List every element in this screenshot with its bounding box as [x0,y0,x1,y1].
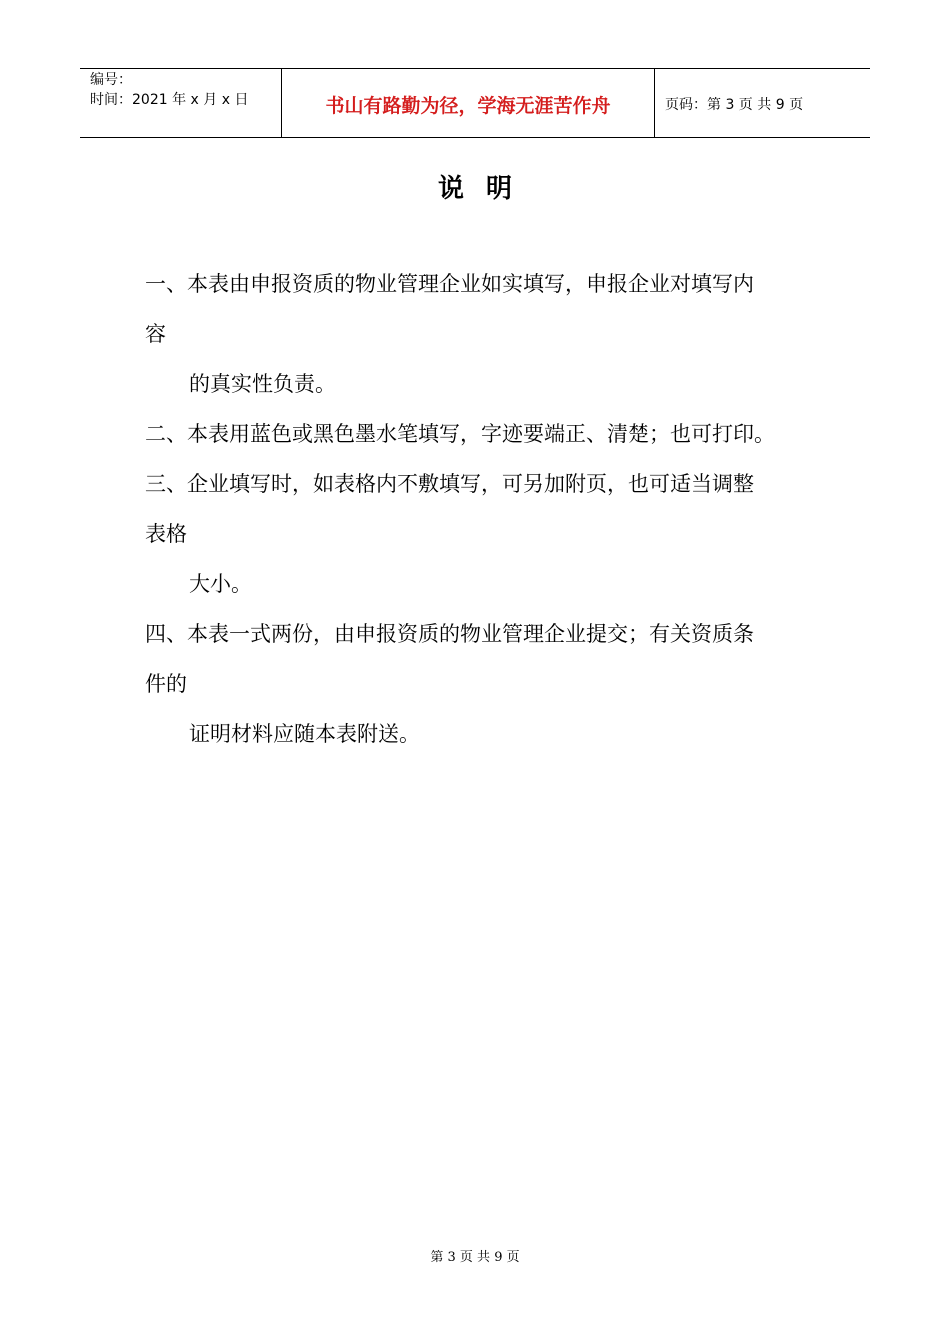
header-meta-cell [80,69,282,137]
paragraph-2: 二、本表用蓝色或黑色墨水笔填写，字迹要端正、清楚；也可打印。 [145,422,775,446]
paragraph-3-line-1: 三、企业填写时，如表格内不敷填写，可另加附页，也可适当调整 [145,472,754,496]
header-motto-cell [282,69,655,137]
document-title: 说明 [437,174,534,204]
paragraph-1-line-3: 的真实性负责。 [189,372,336,396]
page-header [80,68,870,138]
document-date: 时间：2021 年 x 月 x 日 [90,92,249,108]
paragraph-4-line-3: 证明材料应随本表附送。 [189,722,420,746]
paragraph-1-line-2: 容 [145,322,166,346]
paragraph-3-line-3: 大小。 [189,572,252,596]
paragraph-4-line-1: 四、本表一式两份，由申报资质的物业管理企业提交；有关资质条 [145,622,754,646]
header-page-info: 页码：第 3 页 共 9 页 [665,97,804,113]
paragraph-4-line-2: 件的 [145,672,187,696]
page-footer: 第 3 页 共 9 页 [430,1250,520,1265]
header-motto: 书山有路勤为径，学海无涯苦作舟 [325,95,611,117]
header-page-cell [655,69,870,137]
document-number-label: 编号： [90,72,132,88]
paragraph-1-line-1: 一、本表由申报资质的物业管理企业如实填写，申报企业对填写内 [145,272,754,296]
paragraph-3-line-2: 表格 [145,522,187,546]
